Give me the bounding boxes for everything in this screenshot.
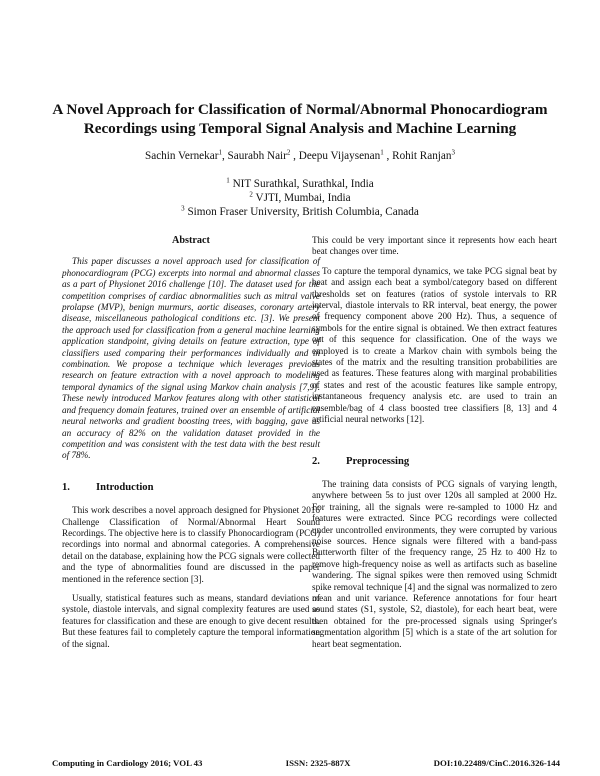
- affiliation: [40, 205, 560, 219]
- author-name: Sachin Vernekar: [145, 150, 219, 162]
- affiliation-sup: 1: [226, 176, 230, 185]
- section-number: 1.: [62, 481, 70, 493]
- left-column: [62, 235, 320, 658]
- author-name: Deepu Vijaysenan: [298, 150, 381, 162]
- footer-journal: Computing in Cardiology 2016; VOL 43: [52, 758, 203, 768]
- section-title: Introduction: [96, 481, 154, 493]
- preprocessing-paragraph: The training data consists of PCG signals of varying length, anywhere between 5s to just over 120s all sampled at 2000 Hz. For training, all the signals were re-sampled to 1000 Hz and features were extracted. Since PCG recordings were collected under uncontrolled environments, they were corrupted by various noise sources. Hence signals were filtered with a band-pass Butterworth filter of the frequency range, 25 Hz to 400 Hz to remove high-frequency noise as well as artifacts such as baseline wandering. The signal spikes were then removed using Schmidt spike removal technique [4] and the signal was normalized to zero mean and unit variance. Reference annotations for four heart sound states (S1, systole, S2, diastole), for each heart beat, were then obtained for the pre-processed signals using Springer's segmentation algorithm [5] which is a state of the art solution for heart beat segmentation.: [312, 478, 557, 649]
- affiliation: [40, 191, 560, 205]
- affiliation-sup: 2: [249, 190, 253, 199]
- temporal-dynamics-paragraph: To capture the temporal dynamics, we take PCG signal beat by beat and assign each beat a symbol/category based on different thresholds set on features (ratios of systole intervals to RR interval, diastole intervals to RR interval, beat energy, the power of frequency component above 200 Hz). Thus, a sequence of symbols for the entire signal is obtained. We then extract features out of this sequence for classification. One of the ways we employed is to create a Markov chain with symbols being the states of the matrix and the resulting transition probabilities are used as features. These features along with marginal probabilities of states and rest of the acoustic features like sample entropy, instantaneous frequency analysis etc. are used to train an ensemble/bag of 4 class boosted tree classifiers [8, 13] and 4 artificial neural networks [12].: [312, 265, 557, 425]
- affiliation-text: VJTI, Mumbai, India: [255, 192, 351, 204]
- author-affil-sup: 1: [218, 148, 222, 157]
- abstract-text: This paper discusses a novel approach used for classification of phonocardiogram (PCG) excerpts into normal and abnormal classes as a part of Physionet 2016 challenge [10]. The dataset used for the competition comprises of cardiac abnormalities such as mitral valve prolapse (MVP), benign murmurs, aortic diseases, coronary artery disease, miscellaneous pathological conditions etc. [3]. We present the approach used for classification from a general machine learning application standpoint, giving details on feature extraction, type of classifiers used comparing their performances individually and in combination. We propose a technique which leverages previous research on feature extraction with a novel approach to modeling temporal dynamics of the signal using Markov chain analysis [7,9]. These newly introduced Markov features along with other statistical and frequency domain features, trained over an ensemble of artificial neural networks and gradient boosting trees, with bagging, gave us an accuracy of 82% on the validation dataset provided in the competition and was consistent with the test data with the best result of 78%.: [62, 256, 320, 461]
- page-footer: [52, 758, 560, 768]
- right-column: [312, 235, 557, 658]
- author-affil-sup: 3: [451, 148, 455, 157]
- affiliation: [40, 177, 560, 191]
- affiliation-text: NIT Surathkal, Surathkal, India: [232, 178, 374, 190]
- footer-issn: ISSN: 2325-887X: [285, 758, 351, 768]
- preprocessing-heading: [312, 456, 557, 467]
- introduction-heading: [62, 482, 320, 493]
- section-number: 2.: [312, 455, 320, 467]
- paper-title: [40, 100, 560, 138]
- continued-paragraph: This could be very important since it represents how each heart beat changes over time.: [312, 235, 557, 257]
- author-affil-sup: 2: [286, 148, 291, 157]
- author-affil-sup: 1: [380, 148, 384, 157]
- intro-paragraph: Usually, statistical features such as means, standard deviations of systole, diastole intervals, and signal complexity features are used as features for classification and these are enough to give decent results. But these features fail to completely capture the temporal information of the signal.: [62, 592, 320, 649]
- abstract-heading: Abstract: [172, 235, 210, 246]
- affiliation-sup: 3: [181, 204, 185, 213]
- section-title: Preprocessing: [346, 455, 410, 467]
- title-line-1: A Novel Approach for Classification of Normal/Abnormal Phonocardiogram: [52, 101, 548, 118]
- intro-paragraph: This work describes a novel approach designed for Physionet 2016 Challenge Classification of Normal/Abnormal Heart Sound Recordings. The objective here is to classify Phonocardiogram (PCG) recordings into normal and abnormal categories. A comprehensive detail on the database, explaining how the PCG signals were collected and the type of abnormalities found are discussed in the paper mentioned in the reference section [3].: [62, 505, 320, 584]
- footer-doi: DOI:10.22489/CinC.2016.326-144: [433, 758, 560, 768]
- author-name: Saurabh Nair: [227, 150, 287, 162]
- affiliation-list: [40, 177, 560, 219]
- author-list: Sachin Vernekar$^1$, Saurabh Nair$^2$ , Deepu Vijaysenan$^1$ , Rohit Ranjan$^3$: [145, 148, 455, 162]
- title-line-2: Recordings using Temporal Signal Analysis and Machine Learning: [83, 120, 517, 137]
- affiliation-text: Simon Fraser University, British Columbia, Canada: [187, 206, 419, 218]
- author-name: Rohit Ranjan: [392, 150, 452, 162]
